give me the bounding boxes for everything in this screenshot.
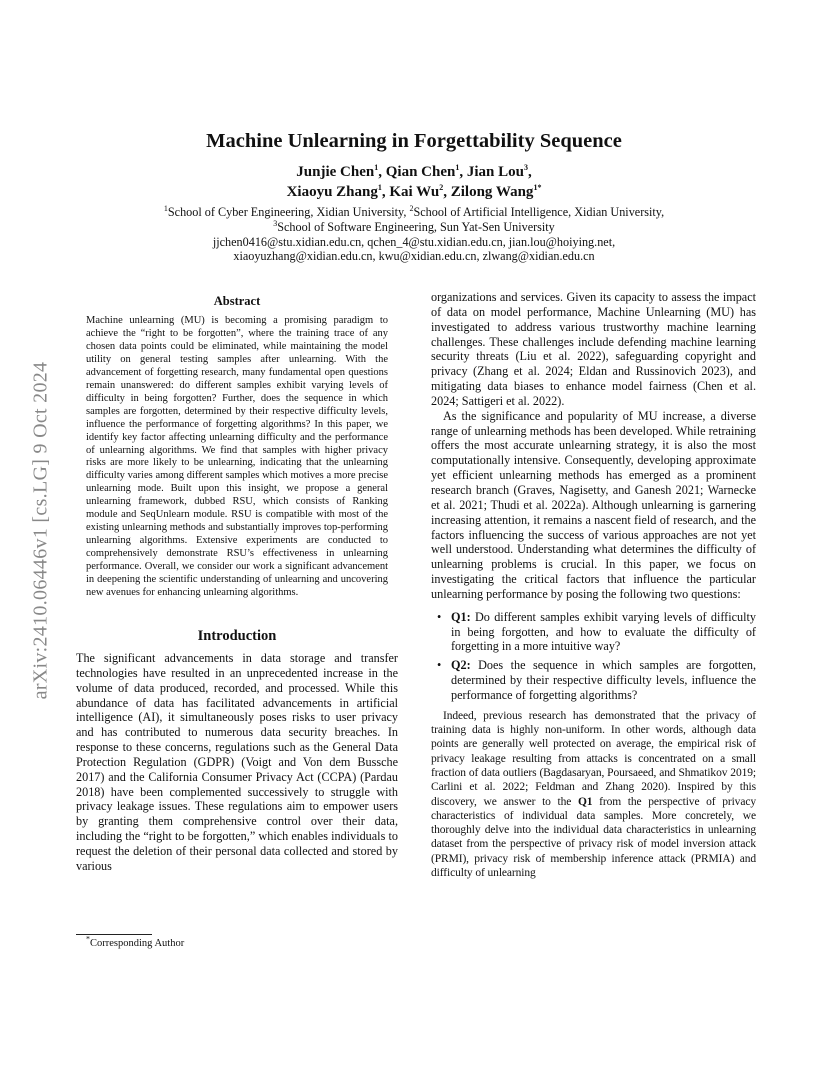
affiliations (70, 205, 758, 264)
intro-paragraph-1: The significant advancements in data storage and transfer technologies have resulted in an unprecedented increase in the volume of data produced, recorded, and processed. While this abundance of data has facilitated advancements in artificial intelligence (AI), it simultaneously poses risks to user privacy and has contributed to numerous data security breaches. In response to these concerns, regulations such as the General Data Protection Regulation (GDPR) (Voigt and Von dem Bussche 2017) and the California Consumer Privacy Act (CCPA) (Pardau 2018) have been complemented successively to struggle with privacy leakage issues. These regulations aim to empower users by granting them comprehensive control over their data, including the “right to be forgotten,” which enables individuals to request the deletion of their personal data collected and stored by various (76, 650, 398, 873)
research-questions (431, 610, 756, 703)
question-text: Do different samples exhibit varying levels of difficulty in being forgotten, and how to evaluate the difficulty of forgetting in a more intuitive way? (451, 609, 756, 654)
author-affiliation-sup: 3 (523, 163, 528, 172)
intro-paragraph-3 (431, 709, 756, 881)
author-separator: , (459, 164, 467, 180)
email-line-2: xiaoyuzhang@xidian.edu.cn, kwu@xidian.edu.cn, zlwang@xidian.edu.cn (233, 249, 595, 264)
email-line-1: jjchen0416@stu.xidian.edu.cn, qchen_4@stu.xidian.edu.cn, jian.lou@hoiying.net, (212, 234, 616, 249)
abstract-heading: Abstract (213, 294, 261, 308)
footnote-mark: * (86, 934, 90, 944)
right-column (431, 290, 756, 880)
left-column (76, 290, 398, 874)
research-question-2 (431, 658, 756, 703)
author-name: Xiaoyu Zhang (286, 184, 378, 200)
affiliation-sysu: School of Software Engineering, Sun Yat-Sen University (277, 219, 555, 234)
footnote-text: Corresponding Author (90, 938, 185, 949)
question-label: Q1: (451, 609, 471, 624)
bullet-icon: • (437, 609, 442, 624)
paper-title: Machine Unlearning in Forgettability Sequence (206, 130, 622, 152)
abstract-section (76, 294, 398, 600)
author-affiliation-sup: 1 (455, 163, 460, 172)
affiliation-line-2 (70, 220, 758, 235)
author-name: Junjie Chen (296, 164, 375, 180)
affiliation-sup: 2 (409, 203, 414, 213)
question-text: Does the sequence in which samples are forgotten, determined by their respective difficulty levels, influence the performance of forgetting algorithms? (451, 658, 756, 702)
abstract-text: Machine unlearning (MU) is becoming a promising paradigm to achieve the “right to be forgotten”, where the training trace of any chosen data points could be eliminated, while maintaining the model utility on general testing samples after unlearning. With the advancement of forgetting research, many fundamental open questions remain unanswered: do different samples exhibit varying levels of difficulty in being forgotten? Further, does the sequence in which samples are forgotten, determined by their respective difficulty levels, influence the performance of forgetting algorithms? In this paper, we identify key factor affecting unlearning difficulty and the performance of unlearning algorithms. We find that samples with higher privacy risks are more likely to be unlearning, indicating that the unlearning difficulty varies among different samples which motives a more precise unlearning mode. Built upon this insight, we propose a general unlearning framework, dubbed RSU, which consists of Ranking module and SeqUnlearn module. RSU is compatible with most of the existing unlearning methods and substantially improves top-performing unlearning algorithms. Extensive experiments are conducted to comprehensively demonstrate RSU’s effectiveness in unlearning performance. Overall, we consider our work a significant advancement in deepening the scientific understanding of unlearning and uncovering new avenues for enhancing unlearning algorithms. (86, 315, 388, 599)
arxiv-identifier-text: arXiv:2410.06446v1 [cs.LG] 9 Oct 2024 (29, 361, 52, 699)
intro-paragraph-2: As the significance and popularity of MU increase, a diverse range of unlearning methods has been developed. While retraining offers the most accurate unlearning strategy, it is also the most computationally intensive. Consequently, developing approximate yet efficient unlearning methods has emerged as a prominent research branch (Graves, Nagisetty, and Ganesh 2021; Warnecke et al. 2021; Thudi et al. 2022a). Although unlearning is garnering increasing attention, it remains a nascent field of research, and the factors influencing the success of various approaches are not yet well understood. Understanding what determines the difficulty of unlearning problems is crucial. In this paper, we focus on investigating the critical factors that influence the particular unlearning performance by posing the following two questions: (431, 408, 756, 601)
author-line-2 (70, 182, 758, 202)
paragraph-text: from the perspective of privacy characteristics of individual data samples. More concretely, we thoroughly delve into the individual data characteristics in unlearning dataset from the perspective of privacy risk of model inversion attack (PRMI), privacy risk of membership inference attack (PRMIA) and difficulty of unlearning (431, 795, 756, 880)
author-affiliation-sup: 2 (439, 183, 444, 192)
intro-paragraph-1-continued: organizations and services. Given its capacity to assess the impact of data on model performance, Machine Unlearning (MU) has investigated to address various trustworthy machine learning challenges. These challenges include defending machine learning security threats (Liu et al. 2022), safeguarding copyright and privacy (Zhang et al. 2024; Eldan and Russinovich 2023), and mitigating data biases to enhance model fairness (Chen et al. 2024; Sattigeri et al. 2022). (431, 290, 756, 408)
author-name: Jian Lou (466, 164, 524, 180)
introduction-heading: Introduction (197, 627, 277, 644)
author-separator: , (381, 184, 390, 200)
footnote (86, 934, 185, 949)
affiliation-line-1 (70, 205, 758, 220)
arxiv-identifier-stamp (19, 295, 63, 765)
paper-header (70, 128, 758, 264)
author-line-1 (70, 162, 758, 182)
q1-reference: Q1 (577, 795, 593, 808)
author-name: Kai Wu (389, 184, 440, 200)
affiliation-xidian-cyber: School of Cyber Engineering, Xidian University, (167, 205, 410, 219)
author-name: Qian Chen (385, 164, 456, 180)
author-separator: , (378, 164, 386, 180)
paragraph-text: Indeed, previous research has demonstrated that the privacy of training data is highly non-uniform. In other words, although data points are generally well protected on average, the empirical risk of privacy leakage resulting from attacks is concentrated on a small fraction of data outliers (Bagdasaryan, Poursaeed, and Shmatikov 2019; Carlini et al. 2022; Feldman and Zhang 2020). Inspired by this discovery, we answer to the (431, 709, 756, 808)
author-affiliation-sup: 1 (374, 163, 379, 172)
author-affiliation-sup: 1 (377, 183, 382, 192)
affiliation-sup: 1 (163, 203, 168, 213)
author-separator: , (443, 184, 451, 200)
bullet-icon: • (437, 658, 442, 673)
author-name: Zilong Wang (450, 184, 534, 200)
author-affiliation-sup: 1* (533, 183, 542, 192)
affiliation-xidian-ai: School of Artificial Intelligence, Xidian University, (413, 205, 665, 219)
author-list (70, 162, 758, 202)
affiliation-sup: 3 (273, 218, 278, 228)
research-question-1 (431, 610, 756, 655)
author-separator: , (527, 164, 532, 180)
question-label: Q2: (451, 658, 471, 673)
